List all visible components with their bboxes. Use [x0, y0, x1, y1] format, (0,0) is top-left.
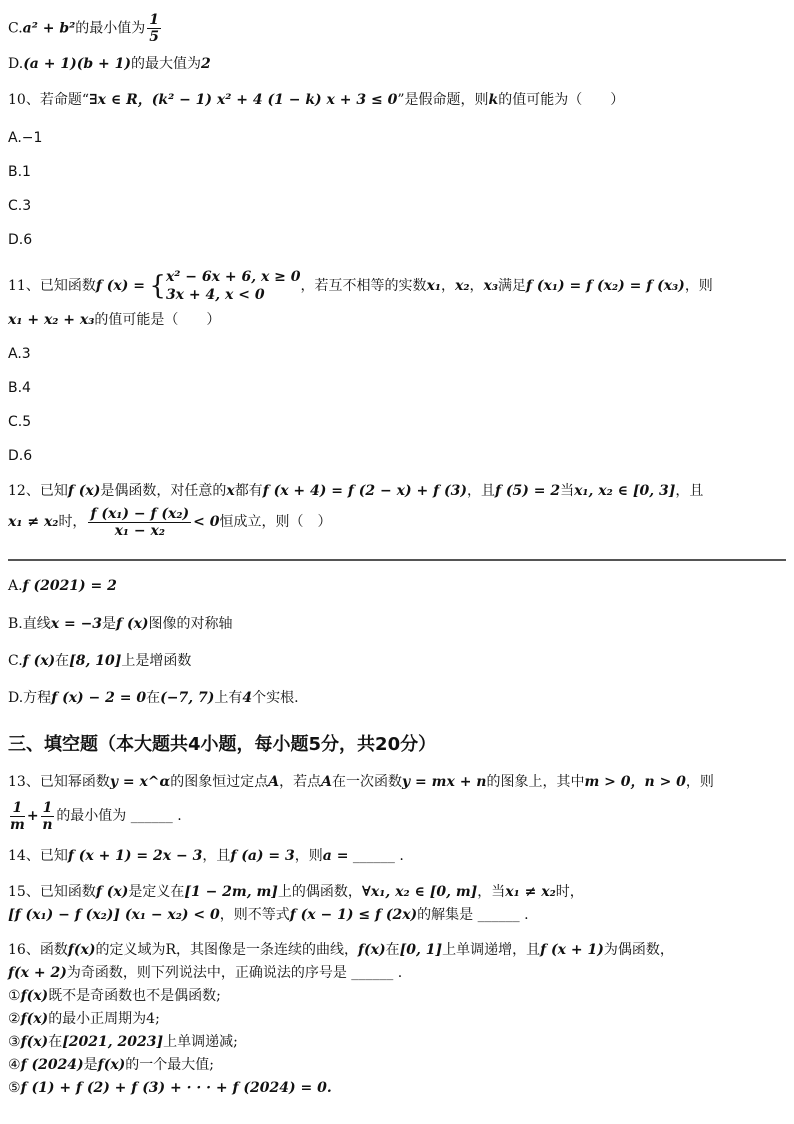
fraction: $\frac{1}{5}$ — [149, 12, 160, 45]
q16-item-5: ⑤f (1) + f (2) + f (3) + · · · + f (2024) = 0. — [8, 1080, 332, 1096]
q13-stem-line2: $\frac{1}{m}$ + $\frac{1}{n}$ 的最小值为 ______ . — [10, 799, 182, 833]
fraction: $\frac{1}{n}$ — [42, 799, 53, 833]
fraction: $\frac{1}{m}$ — [10, 799, 25, 833]
q10-option-a: A.−1 — [8, 130, 43, 146]
q14-stem: 14、已知f (x + 1) = 2x − 3，且f (a) = 3，则a = ______ . — [8, 848, 404, 864]
q16-item-2: ②f(x)的最小正周期为4; — [8, 1011, 160, 1027]
q10-option-c: C.3 — [8, 198, 32, 214]
left-brace: { — [149, 271, 166, 301]
q10-option-d: D.6 — [8, 232, 33, 248]
q11-option-c: C.5 — [8, 414, 32, 430]
q9-option-c: C.a² + b²的最小值为 $\frac{1}{5}$ — [8, 12, 160, 45]
q11-stem: 11、已知函数f (x) = { x² − 6x + 6, x ≥ 0 3x + 4, x < 0 ，若互不相等的实数x₁，x₂，x₃满足f (x₁) = f (x₂) = f (x₃)，则 — [8, 269, 713, 303]
q12-option-d: D.方程f (x) − 2 = 0在(−7, 7)上有4个实根. — [8, 690, 299, 706]
q9-option-d: D.(a + 1)(b + 1)的最大值为2 — [8, 56, 211, 72]
q11-stem-line2: x₁ + x₂ + x₃的值可能是（ ） — [8, 312, 221, 328]
q11-option-b: B.4 — [8, 380, 31, 396]
q16-stem: 16、函数f(x)的定义域为R，其图像是一条连续的曲线，f(x)在[0, 1]上单调递增，且f (x + 1)为偶函数， — [8, 942, 674, 958]
q12-option-b: B.直线x = −3是f (x)图像的对称轴 — [8, 616, 233, 632]
q12-stem: 12、已知f (x)是偶函数，对任意的x都有f (x + 4) = f (2 − x) + f (3)，且f (5) = 2当x₁, x₂ ∈ [0, 3]，且 — [8, 483, 704, 499]
section-heading: 三、填空题（本大题共4小题，每小题5分，共20分） — [8, 734, 437, 755]
q16-stem-line2: f(x + 2)为奇函数，则下列说法中，正确说法的序号是 ______ . — [8, 965, 403, 981]
q10-stem: 10、若命题“∃x ∈ R，(k² − 1) x² + 4 (1 − k) x + 3 ≤ 0”是假命题，则k的值可能为（ ） — [8, 92, 625, 108]
fraction: $\frac{\text{f (x₁) − f (x₂)}}{\text{x₁ − x₂}}$ — [90, 505, 190, 539]
q13-stem: 13、已知幂函数y = x^α的图象恒过定点A，若点A在一次函数y = mx + n的图象上，其中m > 0，n > 0，则 — [8, 774, 714, 790]
q12-option-c: C.f (x)在[8, 10]上是增函数 — [8, 653, 192, 669]
q11-option-a: A.3 — [8, 346, 31, 362]
q16-item-4: ④f (2024)是f(x)的一个最大值; — [8, 1057, 215, 1073]
q15-stem-line2: [f (x₁) − f (x₂)] (x₁ − x₂) < 0，则不等式f (x − 1) ≤ f (2x)的解集是 ______ . — [8, 907, 529, 923]
q15-stem: 15、已知函数f (x)是定义在[1 − 2m, m]上的偶函数，∀x₁, x₂ ∈ [0, m]，当x₁ ≠ x₂时， — [8, 884, 584, 900]
divider-line — [8, 559, 786, 561]
q11-option-d: D.6 — [8, 448, 33, 464]
piecewise-cases: x² − 6x + 6, x ≥ 0 3x + 4, x < 0 — [165, 269, 301, 303]
q12-stem-line2: x₁ ≠ x₂时， $\frac{\text{f (x₁) − f (x₂)}}{\text{x₁ − x₂}}$ < 0恒成立，则（ ） — [8, 505, 332, 539]
q16-item-1: ①f(x)既不是奇函数也不是偶函数; — [8, 988, 221, 1004]
q16-item-3: ③f(x)在[2021, 2023]上单调递减; — [8, 1034, 238, 1050]
q10-option-b: B.1 — [8, 164, 31, 180]
q12-option-a: A.f (2021) = 2 — [8, 578, 117, 594]
